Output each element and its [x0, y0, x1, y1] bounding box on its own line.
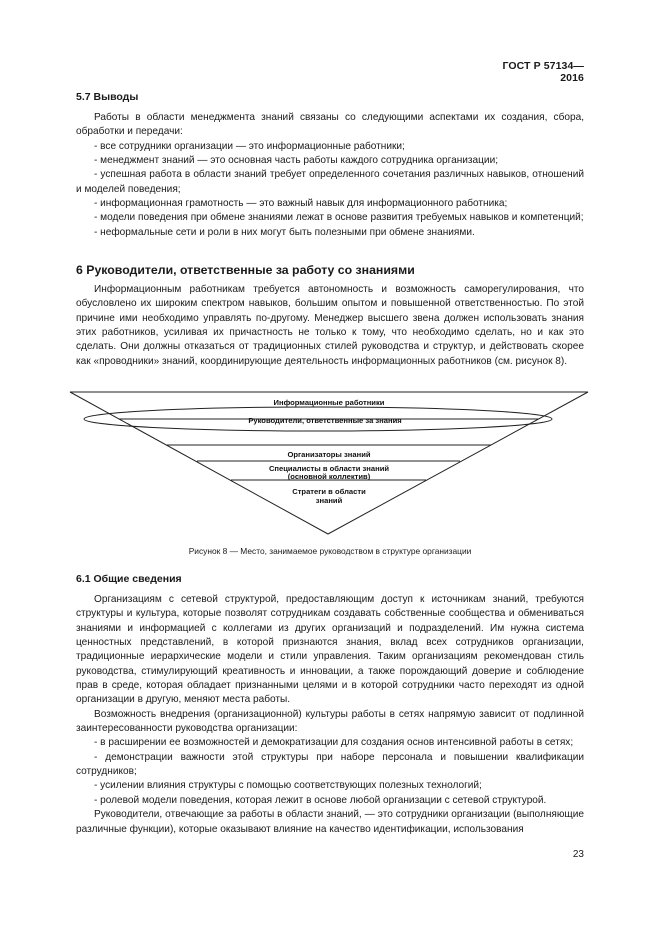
level-label-knowledge-specialists: Специалисты в области знаний	[268, 464, 390, 473]
section-6-1-title: 6.1 Общие сведения	[76, 573, 182, 585]
section-6-body	[76, 283, 584, 369]
level-label-knowledge-strategists-2: знаний	[315, 496, 343, 505]
level-label-information-workers: Информационные работники	[273, 398, 385, 407]
list-item: - модели поведения при обмене знаниями лежат в основе развития требуемых навыков и компетенций;	[94, 212, 584, 224]
section-6-paragraph: Информационным работникам требуется автономность и возможность саморегулирования, что обусловлено их широким спектром навыков, большим опытом и повышенной ответственностью. По этой причине ими необходимо управлять по-другому. Менеджер высшего звена должен использовать знания этих работников, усиливая их причастность не только к тому, что необходимо сделать, но и как это сделать. Они должны отказаться от традиционных стилей руководства и структур, и действовать скорее как «проводники» знаний, координирующие деятельность информационных работников (см. рисунок 8).	[76, 284, 584, 367]
level-label-knowledge-strategists: Стратеги в области	[292, 487, 366, 496]
page-number: 23	[572, 849, 584, 860]
list-item: - все сотрудники организации — это информационные работники;	[94, 140, 405, 152]
section-5-7-title: 5.7 Выводы	[76, 91, 139, 103]
section-6-1-paragraph-2: Возможность внедрения (организационной) культуры работы в сетях напрямую зависит от подлинной заинтересованности руководства организации:	[76, 708, 584, 735]
section-6-1-paragraph-1: Организациям с сетевой структурой, предоставляющим доступ к источникам знаний, требуются структуры и культура, которые позволят сотрудникам создавать собственные сообщества и обмениваться знаниями и информацией с коллегами из других организаций и подразделений. Им нужна система ценностных представлений, в которой признаются знания, вклад всех сотрудников организации, традиционные иерархические модели и стили управления. Таким организациям рекомендован стиль руководства, стимулирующий креативность и инновации, а также порождающий доверие и соблюдение прав в среде, которая обладает признанными целями и в которой сотрудники часто переходят из одной организации в другую, меняют места работы.	[76, 594, 584, 706]
section-6-1-body	[76, 593, 584, 837]
section-5-7-body	[76, 111, 584, 240]
list-item: - усилении влияния структуры с помощью соответствующих полезных технологий;	[94, 780, 482, 792]
inverted-triangle-shape	[70, 392, 588, 534]
list-item: - неформальные сети и роли в них могут быть полезными при обмене знаниями.	[94, 226, 475, 238]
figure-caption: Рисунок 8 — Место, занимаемое руководством в структуре организации	[188, 546, 472, 556]
list-item: - ролевой модели поведения, которая лежит в основе любой организации с сетевой структурой.	[94, 794, 547, 806]
list-item: - информационная грамотность — это важный навык для информационного работника;	[94, 198, 508, 210]
pyramid-diagram	[60, 384, 600, 540]
document-code: ГОСТ Р 57134—2016	[502, 60, 584, 84]
list-item: - успешная работа в области знаний требует определенного сочетания различных навыков, отношений и моделей поведения;	[76, 169, 584, 195]
level-label-core-team: (основной коллектив)	[287, 472, 371, 481]
list-item: - менеджмент знаний — это основная часть работы каждого сотрудника организации;	[94, 155, 499, 167]
section-5-7-intro: Работы в области менеджмента знаний связаны со следующими аспектами их создания, сбора, обработки и передачи:	[76, 112, 584, 138]
figure-8	[60, 384, 600, 545]
list-item: - в расширении ее возможностей и демократизации для создания основ интенсивной работы в сетях;	[94, 737, 574, 749]
list-item: - демонстрации важности этой структуры при наборе персонала и повышении квалификации сотрудников;	[76, 751, 584, 778]
section-6-title: 6 Руководители, ответственные за работу со знаниями	[76, 263, 415, 277]
level-label-knowledge-managers: Руководители, ответственные за знания	[248, 416, 402, 425]
section-6-1-paragraph-3: Руководители, отвечающие за работы в области знаний, — это сотрудники организации (выполняющие различные функции), которые оказывают влияние на качество идентификации, использования	[76, 809, 584, 835]
level-label-knowledge-organizers: Организаторы знаний	[287, 450, 371, 459]
